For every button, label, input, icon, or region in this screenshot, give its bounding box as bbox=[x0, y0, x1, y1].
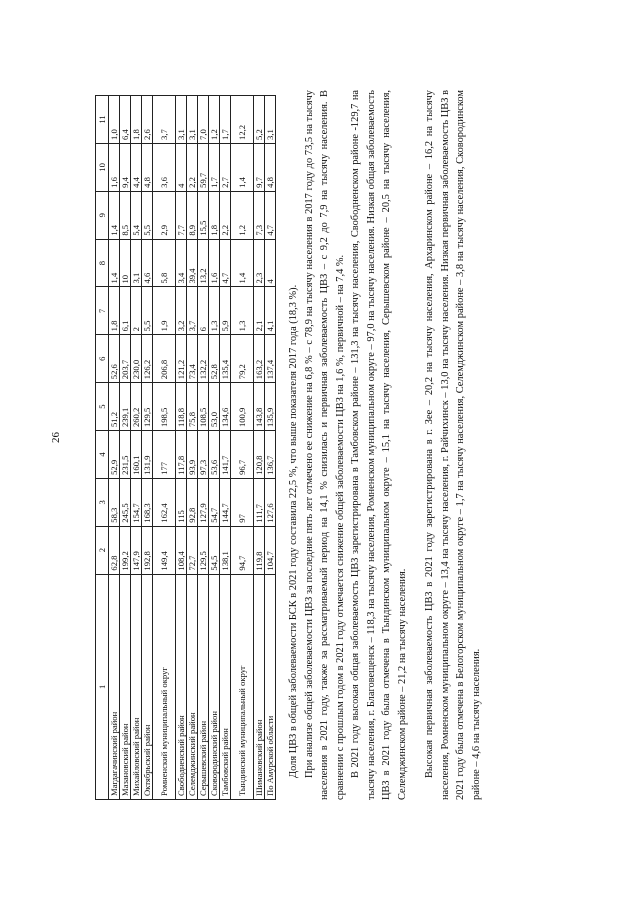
value-cell: 2,6 bbox=[142, 96, 153, 144]
value-cell: 13,2 bbox=[198, 239, 209, 287]
value-cell: 1,9 bbox=[153, 287, 176, 335]
value-cell: 4,1 bbox=[265, 287, 276, 335]
table-row bbox=[220, 96, 231, 800]
value-cell: 3,2 bbox=[176, 287, 187, 335]
value-cell: 93,9 bbox=[187, 431, 198, 479]
table-row bbox=[176, 96, 187, 800]
table-header-cell: 4 bbox=[96, 431, 109, 479]
table-row bbox=[187, 96, 198, 800]
value-cell: 119,8 bbox=[254, 526, 265, 574]
table-header-row bbox=[96, 96, 109, 800]
table-header-cell: 1 bbox=[96, 574, 109, 799]
value-cell: 52,8 bbox=[209, 335, 220, 383]
value-cell: 3,1 bbox=[176, 96, 187, 144]
value-cell: 118,8 bbox=[176, 383, 187, 431]
table-row bbox=[131, 96, 142, 800]
value-cell: 62,8 bbox=[109, 526, 120, 574]
value-cell: 131,9 bbox=[142, 431, 153, 479]
value-cell: 75,8 bbox=[187, 383, 198, 431]
value-cell: 3,6 bbox=[153, 143, 176, 191]
paragraph: Доля ЦВЗ в общей заболеваемости БСК в 2021 году составила 22,5 %, что выше показателя 2017 года (18,3 %). bbox=[288, 284, 299, 778]
value-cell: 260,2 bbox=[131, 383, 142, 431]
table-header-cell: 6 bbox=[96, 335, 109, 383]
district-name-cell: Мазановский район bbox=[120, 574, 131, 799]
value-cell: 199,2 bbox=[120, 526, 131, 574]
value-cell: 245,5 bbox=[120, 478, 131, 526]
value-cell: 3,1 bbox=[265, 96, 276, 144]
value-cell: 58,3 bbox=[109, 478, 120, 526]
value-cell: 108,5 bbox=[198, 383, 209, 431]
value-cell: 137,4 bbox=[265, 335, 276, 383]
table-row bbox=[209, 96, 220, 800]
value-cell: 2,7 bbox=[220, 143, 231, 191]
value-cell: 2 bbox=[131, 287, 142, 335]
value-cell: 206,8 bbox=[153, 335, 176, 383]
value-cell: 52,6 bbox=[109, 335, 120, 383]
table-row bbox=[254, 96, 265, 800]
value-cell: 135,9 bbox=[265, 383, 276, 431]
table-header-cell: 7 bbox=[96, 287, 109, 335]
value-cell: 53,0 bbox=[209, 383, 220, 431]
value-cell: 138,1 bbox=[220, 526, 231, 574]
table-header-cell: 10 bbox=[96, 143, 109, 191]
rotated-content bbox=[95, 90, 615, 800]
value-cell: 5,8 bbox=[153, 239, 176, 287]
value-cell: 3,7 bbox=[153, 96, 176, 144]
value-cell: 117,8 bbox=[176, 431, 187, 479]
value-cell: 1,8 bbox=[131, 96, 142, 144]
value-cell: 126,2 bbox=[142, 335, 153, 383]
district-name-cell: Серышевский район bbox=[198, 574, 209, 799]
value-cell: 4,8 bbox=[142, 143, 153, 191]
table-header-cell: 2 bbox=[96, 526, 109, 574]
value-cell: 2,2 bbox=[220, 191, 231, 239]
district-name-cell: Магдагачинский район bbox=[109, 574, 120, 799]
table-header-cell: 9 bbox=[96, 191, 109, 239]
value-cell: 10 bbox=[120, 239, 131, 287]
value-cell: 230,0 bbox=[131, 335, 142, 383]
value-cell: 9,7 bbox=[254, 143, 265, 191]
paragraph: Высокая первичная заболеваемость ЦВЗ в 2021 году зарегистрирована в г. Зее – 20,2 на тысячу населения, Архаринском районе – 16,2 на тысячу населения, Ромненском муниципальном округе – 13,4 на тысячу населения, г. Райчихинск – 13,0 на тысячу населения. Низкая первичная заболеваемость ЦВЗ в 2021 году была отмечена в Белогорском муниципальном округе – 1,7 на тысячу населения, Селемджинском районе – 3,8 на тысячу населения, Сковородинском районе – 4,6 на тысячу населения. bbox=[424, 90, 482, 800]
value-cell: 192,8 bbox=[142, 526, 153, 574]
paragraph: При анализе общей заболеваемости ЦВЗ за последние пять лет отмечено ее снижение на 6,8 % – с 78,9 на тысячу населения в 2017 году до 73,5 на тысячу населения в 2021 году, также за рассматриваемый период на 14,1 % снизилась и первичная заболеваемость ЦВЗ – с 9,2 до 7,9 на тысячу населения. В сравнении с прошлым годом в 2021 году отмечается снижение общей заболеваемости ЦВЗ на 1,6 %, первичной – на 7,4 %. bbox=[303, 90, 346, 800]
value-cell: 121,2 bbox=[176, 335, 187, 383]
value-cell: 51,2 bbox=[109, 383, 120, 431]
value-cell: 7,0 bbox=[198, 96, 209, 144]
value-cell: 143,8 bbox=[254, 383, 265, 431]
value-cell: 127,6 bbox=[265, 478, 276, 526]
district-name-cell: Тындинский муниципальный округ bbox=[231, 574, 254, 799]
value-cell: 4 bbox=[265, 239, 276, 287]
value-cell: 1,0 bbox=[109, 96, 120, 144]
paragraph: В 2021 году высокая общая заболеваемость ЦВЗ зарегистрирована в Тамбовском районе – 131,3 на тысячу населения, Свободненском районе -129,7 на тысячу населения, г. Благовещенск – 118,3 на тысячу населения, Ромненском муниципальном округе – 97,0 на тысячу населения. Низкая общая заболеваемость ЦВЗ в 2021 году была отмечена в Тындинском муниципальном округе – 15,1 на тысячу населения, Серышевском районе – 20,5 на тысячу населения, Селемджинском районе – 21,2 на тысячу населения. bbox=[350, 90, 408, 800]
page-number: 26 bbox=[50, 432, 62, 443]
value-cell: 120,8 bbox=[254, 431, 265, 479]
value-cell: 115 bbox=[176, 478, 187, 526]
value-cell: 3,7 bbox=[187, 287, 198, 335]
value-cell: 96,7 bbox=[231, 431, 254, 479]
value-cell: 53,6 bbox=[209, 431, 220, 479]
table-header-cell: 11 bbox=[96, 96, 109, 144]
value-cell: 1,4 bbox=[109, 239, 120, 287]
value-cell: 94,7 bbox=[231, 526, 254, 574]
table-header-cell: 8 bbox=[96, 239, 109, 287]
value-cell: 39,4 bbox=[187, 239, 198, 287]
value-cell: 1,8 bbox=[109, 287, 120, 335]
value-cell: 4,7 bbox=[220, 239, 231, 287]
table-row bbox=[153, 96, 176, 800]
value-cell: 1,7 bbox=[220, 96, 231, 144]
value-cell: 1,2 bbox=[231, 191, 254, 239]
value-cell: 6,4 bbox=[120, 96, 131, 144]
district-name-cell: Селемджинский район bbox=[187, 574, 198, 799]
value-cell: 3,1 bbox=[187, 96, 198, 144]
value-cell: 1,3 bbox=[209, 287, 220, 335]
value-cell: 1,2 bbox=[209, 96, 220, 144]
table-row bbox=[231, 96, 254, 800]
value-cell: 154,7 bbox=[131, 478, 142, 526]
value-cell: 2,3 bbox=[254, 239, 265, 287]
value-cell: 111,7 bbox=[254, 478, 265, 526]
value-cell: 4,6 bbox=[142, 239, 153, 287]
value-cell: 5,4 bbox=[131, 191, 142, 239]
district-name-cell: Ромненский муниципальный округ bbox=[153, 574, 176, 799]
value-cell: 2,9 bbox=[153, 191, 176, 239]
value-cell: 79,2 bbox=[231, 335, 254, 383]
value-cell: 5,5 bbox=[142, 191, 153, 239]
value-cell: 100,9 bbox=[231, 383, 254, 431]
value-cell: 52,9 bbox=[109, 431, 120, 479]
district-name-cell: По Амурской области bbox=[265, 574, 276, 799]
value-cell: 108,4 bbox=[176, 526, 187, 574]
value-cell: 132,2 bbox=[198, 335, 209, 383]
morbidity-table bbox=[95, 95, 276, 800]
value-cell: 136,7 bbox=[265, 431, 276, 479]
value-cell: 1,4 bbox=[231, 239, 254, 287]
value-cell: 6,1 bbox=[120, 287, 131, 335]
value-cell: 72,7 bbox=[187, 526, 198, 574]
value-cell: 3,4 bbox=[176, 239, 187, 287]
body-text bbox=[286, 90, 484, 800]
value-cell: 1,6 bbox=[109, 143, 120, 191]
value-cell: 1,6 bbox=[209, 239, 220, 287]
value-cell: 7,3 bbox=[254, 191, 265, 239]
value-cell: 7,7 bbox=[176, 191, 187, 239]
value-cell: 3,1 bbox=[131, 239, 142, 287]
value-cell: 168,3 bbox=[142, 478, 153, 526]
district-name-cell: Тамбовский район bbox=[220, 574, 231, 799]
value-cell: 4,4 bbox=[131, 143, 142, 191]
value-cell: 9,4 bbox=[120, 143, 131, 191]
table-row bbox=[265, 96, 276, 800]
district-name-cell: Михайловский район bbox=[131, 574, 142, 799]
value-cell: 97,3 bbox=[198, 431, 209, 479]
value-cell: 239,1 bbox=[120, 383, 131, 431]
value-cell: 147,9 bbox=[131, 526, 142, 574]
value-cell: 5,9 bbox=[220, 287, 231, 335]
value-cell: 4,7 bbox=[265, 191, 276, 239]
value-cell: 162,4 bbox=[153, 478, 176, 526]
value-cell: 73,4 bbox=[187, 335, 198, 383]
table-row bbox=[109, 96, 120, 800]
value-cell: 129,5 bbox=[198, 526, 209, 574]
table-header-cell: 3 bbox=[96, 478, 109, 526]
value-cell: 5,2 bbox=[254, 96, 265, 144]
value-cell: 54,7 bbox=[209, 478, 220, 526]
value-cell: 1,4 bbox=[231, 143, 254, 191]
value-cell: 104,7 bbox=[265, 526, 276, 574]
value-cell: 4 bbox=[176, 143, 187, 191]
district-name-cell: Свободненский район bbox=[176, 574, 187, 799]
value-cell: 6 bbox=[198, 287, 209, 335]
value-cell: 97 bbox=[231, 478, 254, 526]
district-name-cell: Шимановский район bbox=[254, 574, 265, 799]
table-row bbox=[198, 96, 209, 800]
table-header-cell: 5 bbox=[96, 383, 109, 431]
value-cell: 1,7 bbox=[209, 143, 220, 191]
table-row bbox=[142, 96, 153, 800]
value-cell: 141,7 bbox=[220, 431, 231, 479]
value-cell: 8,9 bbox=[187, 191, 198, 239]
value-cell: 92,8 bbox=[187, 478, 198, 526]
value-cell: 59,7 bbox=[198, 143, 209, 191]
value-cell: 198,5 bbox=[153, 383, 176, 431]
value-cell: 135,4 bbox=[220, 335, 231, 383]
district-name-cell: Октябрьский район bbox=[142, 574, 153, 799]
value-cell: 2,1 bbox=[254, 287, 265, 335]
value-cell: 231,5 bbox=[120, 431, 131, 479]
value-cell: 1,8 bbox=[209, 191, 220, 239]
value-cell: 4,8 bbox=[265, 143, 276, 191]
value-cell: 54,5 bbox=[209, 526, 220, 574]
table-body bbox=[109, 96, 276, 800]
value-cell: 144,7 bbox=[220, 478, 231, 526]
district-name-cell: Сковородинский район bbox=[209, 574, 220, 799]
value-cell: 177 bbox=[153, 431, 176, 479]
value-cell: 8,5 bbox=[120, 191, 131, 239]
value-cell: 12,2 bbox=[231, 96, 254, 144]
value-cell: 134,6 bbox=[220, 383, 231, 431]
value-cell: 203,7 bbox=[120, 335, 131, 383]
table-row bbox=[120, 96, 131, 800]
value-cell: 1,3 bbox=[231, 287, 254, 335]
value-cell: 129,5 bbox=[142, 383, 153, 431]
value-cell: 1,4 bbox=[109, 191, 120, 239]
value-cell: 15,5 bbox=[198, 191, 209, 239]
value-cell: 2,2 bbox=[187, 143, 198, 191]
value-cell: 149,4 bbox=[153, 526, 176, 574]
value-cell: 160,1 bbox=[131, 431, 142, 479]
value-cell: 127,9 bbox=[198, 478, 209, 526]
value-cell: 163,2 bbox=[254, 335, 265, 383]
value-cell: 5,5 bbox=[142, 287, 153, 335]
